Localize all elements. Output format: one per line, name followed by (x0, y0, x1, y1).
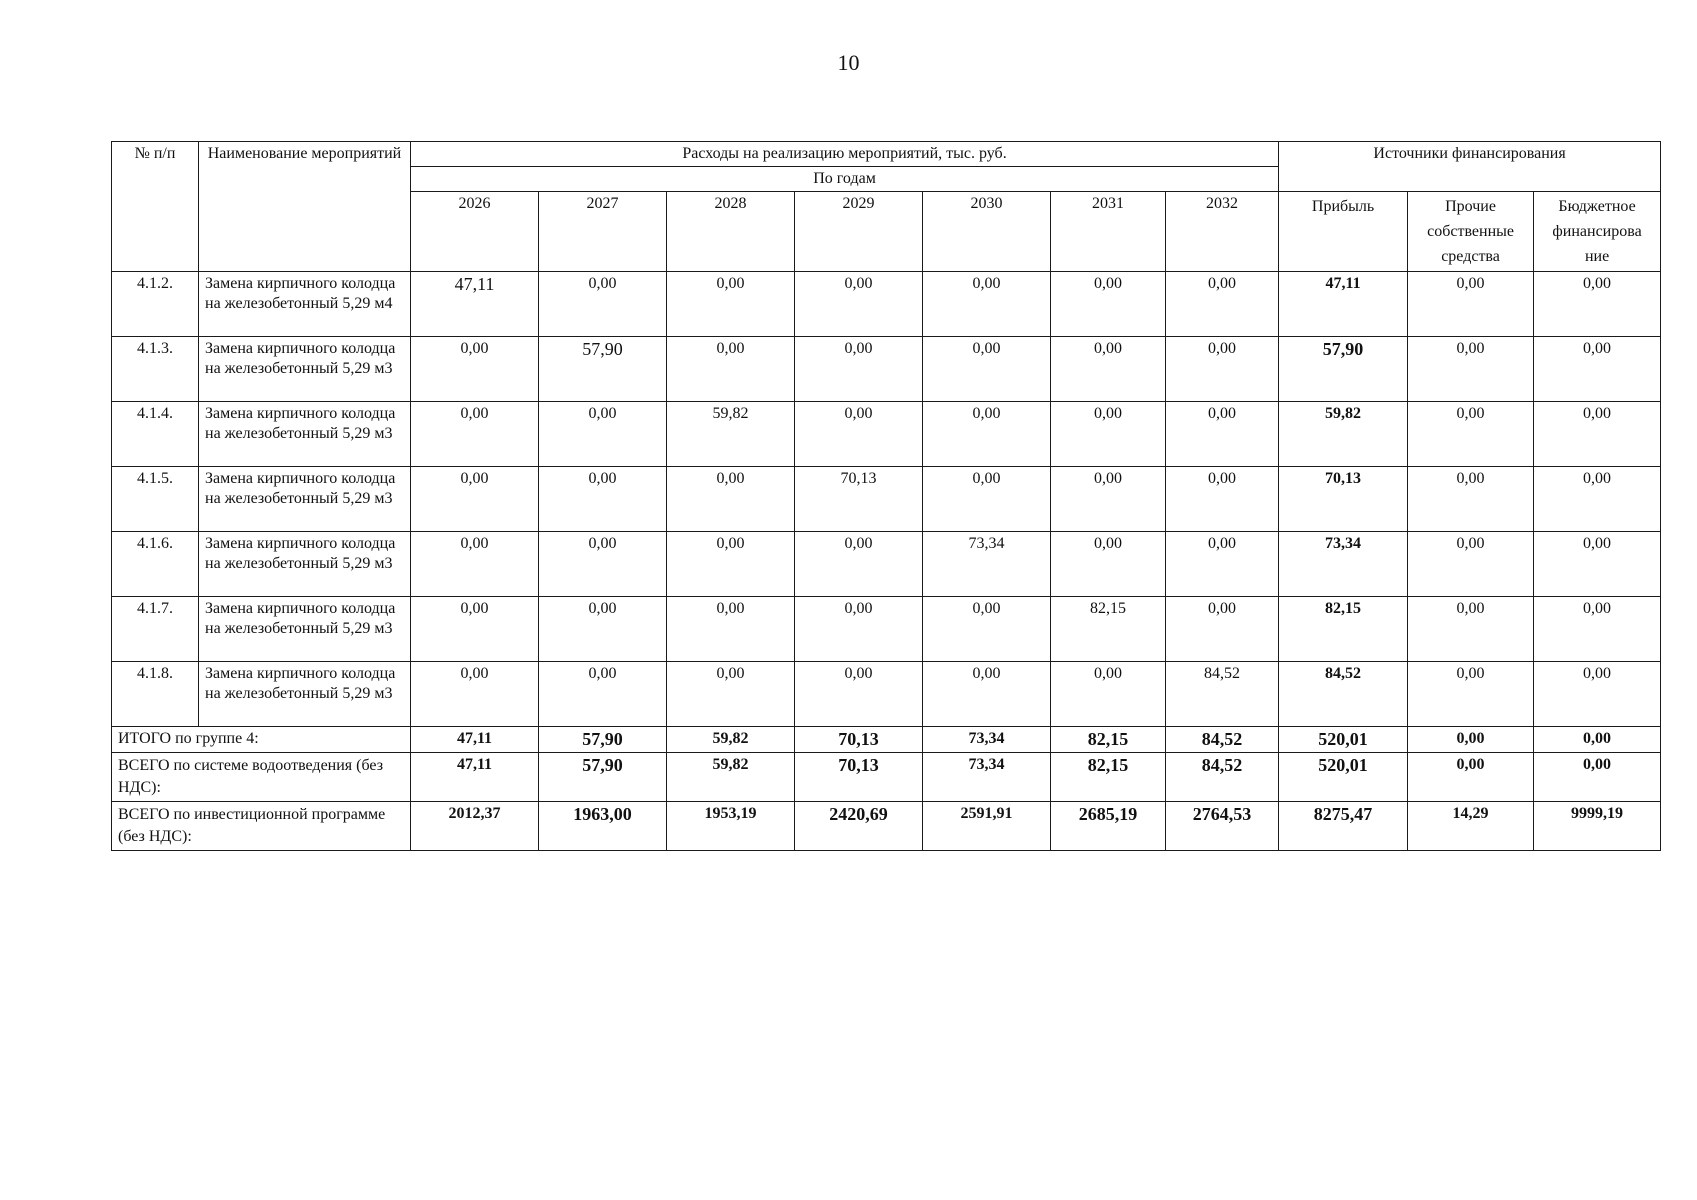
row-value: 82,15 (1051, 597, 1166, 662)
total-value: 1963,00 (539, 802, 667, 851)
row-number: 4.1.4. (112, 402, 199, 467)
row-value: 0,00 (667, 532, 795, 597)
row-name: Замена кирпичного колодца на железобетонный 5,29 м3 (199, 662, 411, 727)
row-value: 0,00 (1408, 337, 1534, 402)
row-value: 59,82 (667, 402, 795, 467)
row-value: 0,00 (1534, 662, 1661, 727)
row-value: 0,00 (667, 662, 795, 727)
row-value: 0,00 (923, 272, 1051, 337)
row-value: 0,00 (1534, 272, 1661, 337)
header-years-group: По годам (411, 167, 1279, 192)
row-value: 47,11 (411, 272, 539, 337)
header-year: 2026 (411, 192, 539, 272)
total-value: 0,00 (1408, 727, 1534, 753)
total-row (112, 753, 1661, 802)
row-value: 0,00 (667, 467, 795, 532)
row-value: 73,34 (923, 532, 1051, 597)
header-source-budget: Бюджетное финансирова ние (1534, 192, 1661, 272)
row-value: 70,13 (1279, 467, 1408, 532)
header-year: 2031 (1051, 192, 1166, 272)
row-value: 0,00 (1534, 402, 1661, 467)
total-value: 84,52 (1166, 727, 1279, 753)
row-value: 70,13 (795, 467, 923, 532)
row-name: Замена кирпичного колодца на железобетонный 5,29 м3 (199, 402, 411, 467)
row-value: 0,00 (1534, 467, 1661, 532)
row-value: 0,00 (1051, 467, 1166, 532)
row-value: 0,00 (1408, 467, 1534, 532)
row-number: 4.1.2. (112, 272, 199, 337)
header-year: 2030 (923, 192, 1051, 272)
table-row (112, 467, 1661, 532)
total-label: ИТОГО по группе 4: (112, 727, 411, 753)
row-value: 0,00 (923, 597, 1051, 662)
row-value: 0,00 (795, 597, 923, 662)
header-costs: Расходы на реализацию мероприятий, тыс. руб. (411, 142, 1279, 167)
table-row (112, 402, 1661, 467)
header-num: № п/п (112, 142, 199, 272)
header-year: 2032 (1166, 192, 1279, 272)
row-value: 82,15 (1279, 597, 1408, 662)
row-value: 0,00 (1051, 272, 1166, 337)
table-row (112, 532, 1661, 597)
row-value: 73,34 (1279, 532, 1408, 597)
row-value: 0,00 (1166, 272, 1279, 337)
row-value: 0,00 (667, 272, 795, 337)
row-value: 0,00 (411, 662, 539, 727)
row-value: 0,00 (923, 402, 1051, 467)
row-value: 84,52 (1166, 662, 1279, 727)
total-value: 0,00 (1408, 753, 1534, 802)
row-value: 0,00 (1408, 662, 1534, 727)
header-year: 2027 (539, 192, 667, 272)
header-year: 2029 (795, 192, 923, 272)
row-value: 0,00 (1166, 467, 1279, 532)
table-row (112, 662, 1661, 727)
row-value: 0,00 (795, 532, 923, 597)
row-name: Замена кирпичного колодца на железобетонный 5,29 м3 (199, 337, 411, 402)
row-value: 0,00 (539, 402, 667, 467)
row-value: 0,00 (923, 467, 1051, 532)
row-value: 0,00 (411, 402, 539, 467)
row-value: 0,00 (539, 597, 667, 662)
total-value: 0,00 (1534, 753, 1661, 802)
row-value: 0,00 (1166, 337, 1279, 402)
row-number: 4.1.6. (112, 532, 199, 597)
table-body (112, 272, 1661, 851)
total-value: 57,90 (539, 727, 667, 753)
row-value: 0,00 (1166, 597, 1279, 662)
row-value: 0,00 (411, 532, 539, 597)
total-value: 2420,69 (795, 802, 923, 851)
header-year: 2028 (667, 192, 795, 272)
total-value: 59,82 (667, 727, 795, 753)
row-value: 0,00 (1534, 597, 1661, 662)
total-value: 2685,19 (1051, 802, 1166, 851)
row-value: 0,00 (411, 467, 539, 532)
row-value: 0,00 (923, 337, 1051, 402)
row-value: 0,00 (1534, 337, 1661, 402)
total-value: 520,01 (1279, 753, 1408, 802)
total-value: 520,01 (1279, 727, 1408, 753)
total-value: 82,15 (1051, 727, 1166, 753)
row-value: 0,00 (667, 337, 795, 402)
row-number: 4.1.8. (112, 662, 199, 727)
row-name: Замена кирпичного колодца на железобетонный 5,29 м3 (199, 467, 411, 532)
total-value: 2764,53 (1166, 802, 1279, 851)
total-value: 47,11 (411, 727, 539, 753)
total-row (112, 802, 1661, 851)
page-number: 10 (837, 50, 860, 75)
row-value: 0,00 (1051, 402, 1166, 467)
total-value: 0,00 (1534, 727, 1661, 753)
row-number: 4.1.5. (112, 467, 199, 532)
total-value: 82,15 (1051, 753, 1166, 802)
total-label: ВСЕГО по инвестиционной программе (без НДС): (112, 802, 411, 851)
table-row (112, 597, 1661, 662)
total-value: 1953,19 (667, 802, 795, 851)
row-value: 0,00 (1051, 662, 1166, 727)
total-value: 73,34 (923, 727, 1051, 753)
total-value: 84,52 (1166, 753, 1279, 802)
row-value: 0,00 (1051, 532, 1166, 597)
header-name: Наименование мероприятий (199, 142, 411, 272)
row-value: 59,82 (1279, 402, 1408, 467)
header-source-profit: Прибыль (1279, 192, 1408, 272)
row-value: 0,00 (923, 662, 1051, 727)
row-value: 0,00 (1166, 402, 1279, 467)
total-row (112, 727, 1661, 753)
row-value: 0,00 (795, 662, 923, 727)
row-value: 0,00 (1408, 272, 1534, 337)
row-number: 4.1.3. (112, 337, 199, 402)
total-value: 2591,91 (923, 802, 1051, 851)
row-value: 0,00 (539, 662, 667, 727)
row-value: 0,00 (1534, 532, 1661, 597)
total-value: 9999,19 (1534, 802, 1661, 851)
table-row (112, 337, 1661, 402)
total-value: 70,13 (795, 753, 923, 802)
row-value: 0,00 (667, 597, 795, 662)
row-value: 0,00 (539, 467, 667, 532)
row-name: Замена кирпичного колодца на железобетонный 5,29 м4 (199, 272, 411, 337)
row-value: 47,11 (1279, 272, 1408, 337)
table-row (112, 272, 1661, 337)
row-value: 0,00 (795, 402, 923, 467)
header-source-own: Прочие собственные средства (1408, 192, 1534, 272)
investment-table (111, 141, 1661, 851)
total-value: 14,29 (1408, 802, 1534, 851)
total-value: 57,90 (539, 753, 667, 802)
row-value: 57,90 (539, 337, 667, 402)
row-value: 0,00 (1408, 597, 1534, 662)
row-value: 0,00 (1051, 337, 1166, 402)
row-value: 0,00 (1408, 532, 1534, 597)
total-value: 73,34 (923, 753, 1051, 802)
total-value: 70,13 (795, 727, 923, 753)
total-value: 8275,47 (1279, 802, 1408, 851)
row-value: 0,00 (1166, 532, 1279, 597)
total-value: 59,82 (667, 753, 795, 802)
total-value: 47,11 (411, 753, 539, 802)
row-value: 57,90 (1279, 337, 1408, 402)
row-value: 0,00 (795, 337, 923, 402)
row-value: 0,00 (411, 337, 539, 402)
total-label: ВСЕГО по системе водоотведения (без НДС): (112, 753, 411, 802)
row-value: 0,00 (539, 532, 667, 597)
row-value: 0,00 (795, 272, 923, 337)
header-sources: Источники финансирования (1279, 142, 1661, 192)
row-number: 4.1.7. (112, 597, 199, 662)
row-value: 84,52 (1279, 662, 1408, 727)
row-value: 0,00 (539, 272, 667, 337)
row-name: Замена кирпичного колодца на железобетонный 5,29 м3 (199, 532, 411, 597)
row-value: 0,00 (411, 597, 539, 662)
row-value: 0,00 (1408, 402, 1534, 467)
total-value: 2012,37 (411, 802, 539, 851)
row-name: Замена кирпичного колодца на железобетонный 5,29 м3 (199, 597, 411, 662)
